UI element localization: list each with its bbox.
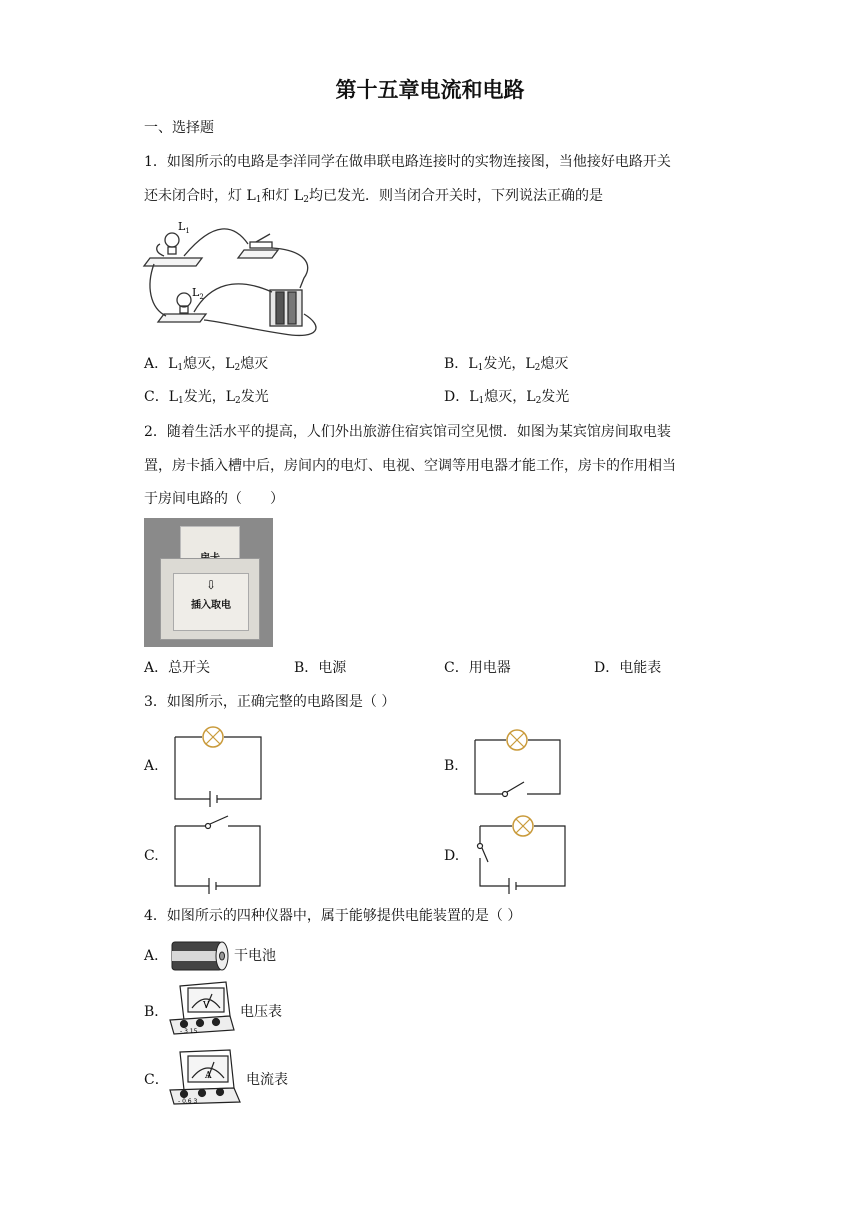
q2-option-d[interactable]: D．电能表 bbox=[594, 660, 662, 676]
ammeter-terminals: - 0.6 3 bbox=[178, 1098, 198, 1105]
q3-circuit-d bbox=[472, 812, 568, 892]
q4-option-c-letter[interactable]: C． bbox=[144, 1072, 169, 1088]
dry-battery-icon bbox=[170, 940, 230, 972]
q4-option-a-letter[interactable]: A． bbox=[144, 948, 169, 964]
section-heading: 一、选择题 bbox=[144, 120, 214, 136]
q2-stem-line1: 2．随着生活水平的提高，人们外出旅游住宿宾馆司空见惯．如图为某宾馆房间取电装 bbox=[144, 424, 671, 440]
q1-stem-line1: 1．如图所示的电路是李洋同学在做串联电路连接时的实物连接图，当他接好电路开关 bbox=[144, 154, 671, 170]
q1-fig-label-l2: $L_2$ bbox=[192, 286, 204, 301]
voltmeter-symbol: V bbox=[203, 1001, 210, 1011]
q1-option-a[interactable]: A．$L_1$熄灭，$L_2$熄灭 bbox=[144, 356, 269, 373]
q1-fig-label-l1: $L_1$ bbox=[178, 220, 190, 235]
q2-keycard-photo bbox=[144, 518, 273, 647]
q1-option-c[interactable]: C．$L_1$发光，$L_2$发光 bbox=[144, 389, 269, 406]
q1-circuit-figure bbox=[144, 216, 326, 342]
q4-option-a-label: 干电池 bbox=[234, 948, 276, 964]
ammeter-icon bbox=[168, 1048, 244, 1108]
slot-label: 插入取电 bbox=[191, 600, 231, 611]
q3-circuit-a bbox=[172, 724, 264, 802]
power-slot-face bbox=[173, 573, 249, 631]
q1-option-b[interactable]: B．$L_1$发光，$L_2$熄灭 bbox=[444, 356, 569, 373]
q1-stem-line2: 还未闭合时，灯 $L_1$和灯 $L_2$均已发光．则当闭合开关时，下列说法正确的是 bbox=[144, 188, 603, 205]
q4-option-c-label: 电流表 bbox=[246, 1072, 288, 1088]
voltmeter-terminals: - 3 15 bbox=[180, 1028, 198, 1035]
q3-option-d-label[interactable]: D. bbox=[444, 848, 460, 864]
arrow-down-icon: ⇩ bbox=[205, 578, 217, 592]
q1-option-d[interactable]: D．$L_1$熄灭，$L_2$发光 bbox=[444, 389, 570, 406]
q4-option-b-letter[interactable]: B． bbox=[144, 1004, 169, 1020]
q2-option-b[interactable]: B．电源 bbox=[294, 660, 347, 676]
q3-option-a-label[interactable]: A. bbox=[144, 758, 159, 774]
q4-stem: 4．如图所示的四种仪器中，属于能够提供电能装置的是（ ） bbox=[144, 908, 522, 924]
q2-option-c[interactable]: C．用电器 bbox=[444, 660, 511, 676]
q3-option-b-label[interactable]: B. bbox=[444, 758, 459, 774]
q3-stem: 3．如图所示，正确完整的电路图是（ ） bbox=[144, 694, 396, 710]
q2-option-a[interactable]: A．总开关 bbox=[144, 660, 211, 676]
q3-circuit-c bbox=[172, 814, 264, 892]
power-slot-box bbox=[160, 558, 260, 640]
ammeter-symbol: A bbox=[205, 1071, 212, 1081]
q2-stem-line2: 置，房卡插入槽中后，房间内的电灯、电视、空调等用电器才能工作，房卡的作用相当 bbox=[144, 458, 676, 474]
page-title: 第十五章电流和电路 bbox=[335, 78, 525, 102]
q2-stem-line3: 于房间电路的（ ） bbox=[144, 491, 284, 507]
q4-option-b-label: 电压表 bbox=[240, 1004, 282, 1020]
voltmeter-icon bbox=[168, 980, 236, 1038]
q3-option-c-label[interactable]: C. bbox=[144, 848, 159, 864]
q3-circuit-b bbox=[472, 728, 564, 800]
